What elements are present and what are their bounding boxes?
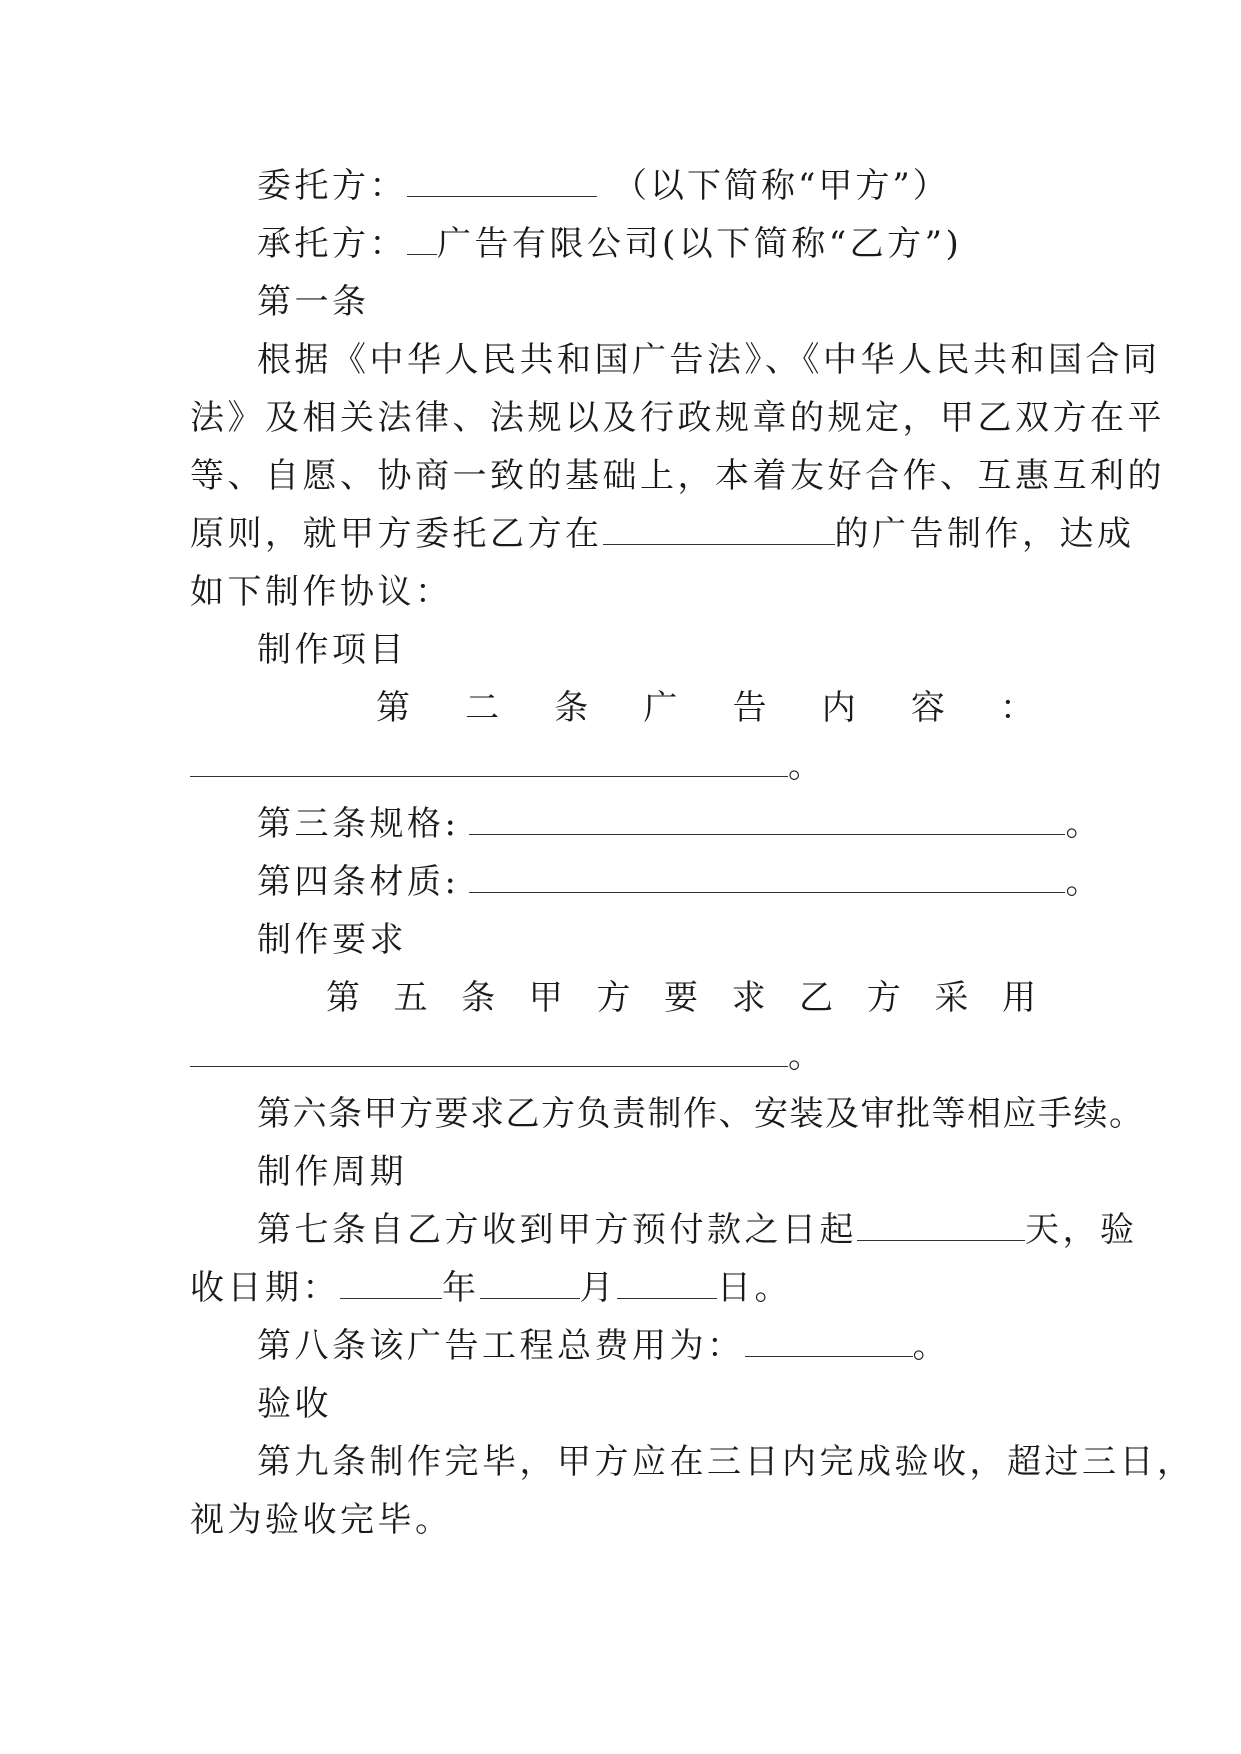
article-2-blank-line (190, 744, 826, 788)
article-5-blank-line (190, 1034, 826, 1078)
preamble-text: 原则，就甲方委托乙方在 (190, 514, 603, 554)
a5-char: 条 (461, 978, 496, 1018)
entrusting-party-abbr: （以下简称“甲方”） (613, 166, 950, 206)
entrusting-party-label: 委托方： (257, 166, 407, 206)
article-4-line (257, 860, 1103, 904)
article-9-line-2: 视为验收完毕。 (190, 1500, 453, 1540)
article-6-line: 第六条甲方要求乙方负责制作、安装及审批等相应手续。 (257, 1094, 1145, 1134)
a5-char: 五 (393, 978, 428, 1018)
section-production-items: 制作项目 (257, 630, 407, 670)
a2-char: 广 (643, 688, 678, 728)
day-label: 日。 (717, 1268, 792, 1308)
a5-char: 第 (326, 978, 360, 1018)
article-9-line-1: 第九条制作完毕，甲方应在三日内完成验收，超过三日， (257, 1442, 1195, 1482)
material-blank (469, 862, 1065, 893)
total-cost-label: 第八条该广告工程总费用为： (257, 1326, 745, 1366)
a5-char: 用 (1001, 978, 1036, 1018)
a2-char: 二 (465, 688, 500, 728)
article-5-line (326, 976, 1036, 1020)
a2-char: ： (999, 688, 1034, 728)
preamble-line-3: 等、自愿、协商一致的基础上，本着友好合作、互惠互利的 (190, 456, 1165, 496)
a2-char: 告 (732, 688, 767, 728)
preamble-line-5: 如下制作协议： (190, 572, 453, 612)
contractor-line (257, 222, 962, 266)
contractor-name: 广告有限公司(以下简称“乙方”) (437, 224, 963, 264)
a2-char: 第 (376, 688, 410, 728)
preamble-line-2: 法》及相关法律、法规以及行政规章的规定，甲乙双方在平 (190, 398, 1165, 438)
a5-char: 采 (934, 978, 969, 1018)
contractor-blank (407, 224, 437, 255)
preamble-line-1: 根据《中华人民共和国广告法》、《中华人民共和国合同 (257, 340, 1161, 380)
contractor-label: 承托方： (257, 224, 407, 264)
a2-char: 容 (910, 688, 945, 728)
article-7-text: 第七条自乙方收到甲方预付款之日起 (257, 1210, 857, 1250)
entrusting-party-line (257, 164, 950, 208)
month-label: 月 (579, 1268, 617, 1308)
article-1-heading: 第一条 (257, 282, 370, 322)
a5-char: 求 (731, 978, 766, 1018)
period: 。 (1065, 804, 1103, 844)
preamble-line-4 (190, 512, 1135, 556)
period: 。 (1065, 862, 1103, 902)
year-blank (340, 1268, 442, 1299)
spec-label: 第三条规格: (257, 804, 460, 844)
article-3-line (257, 802, 1103, 846)
days-blank (857, 1210, 1025, 1241)
a2-char: 条 (554, 688, 589, 728)
section-acceptance: 验收 (257, 1384, 332, 1424)
section-production-requirements: 制作要求 (257, 920, 407, 960)
spec-blank (469, 804, 1065, 835)
a5-char: 甲 (528, 978, 563, 1018)
period: 。 (912, 1326, 950, 1366)
article-7-line (257, 1208, 1138, 1252)
material-label: 第四条材质: (257, 862, 460, 902)
acceptance-date-label: 收日期： (190, 1268, 340, 1308)
section-production-period: 制作周期 (257, 1152, 407, 1192)
period: 。 (788, 746, 826, 786)
total-cost-blank (745, 1326, 913, 1357)
day-blank (617, 1268, 717, 1299)
a2-char: 内 (821, 688, 856, 728)
a5-char: 乙 (799, 978, 834, 1018)
a5-char: 方 (866, 978, 901, 1018)
preamble-text-2: 的广告制作，达成 (834, 514, 1135, 554)
a5-char: 方 (596, 978, 631, 1018)
ad-content-blank (190, 746, 788, 777)
location-blank (603, 514, 835, 545)
year-label: 年 (442, 1268, 480, 1308)
entrusting-party-blank (407, 166, 597, 197)
period: 。 (788, 1036, 826, 1076)
month-blank (480, 1268, 580, 1299)
acceptance-date-line (190, 1266, 792, 1310)
article-7-text-2: 天，验 (1025, 1210, 1138, 1250)
a5-char: 要 (663, 978, 698, 1018)
article-8-line (257, 1324, 950, 1368)
method-blank (190, 1036, 788, 1067)
article-2-line (376, 686, 1034, 730)
